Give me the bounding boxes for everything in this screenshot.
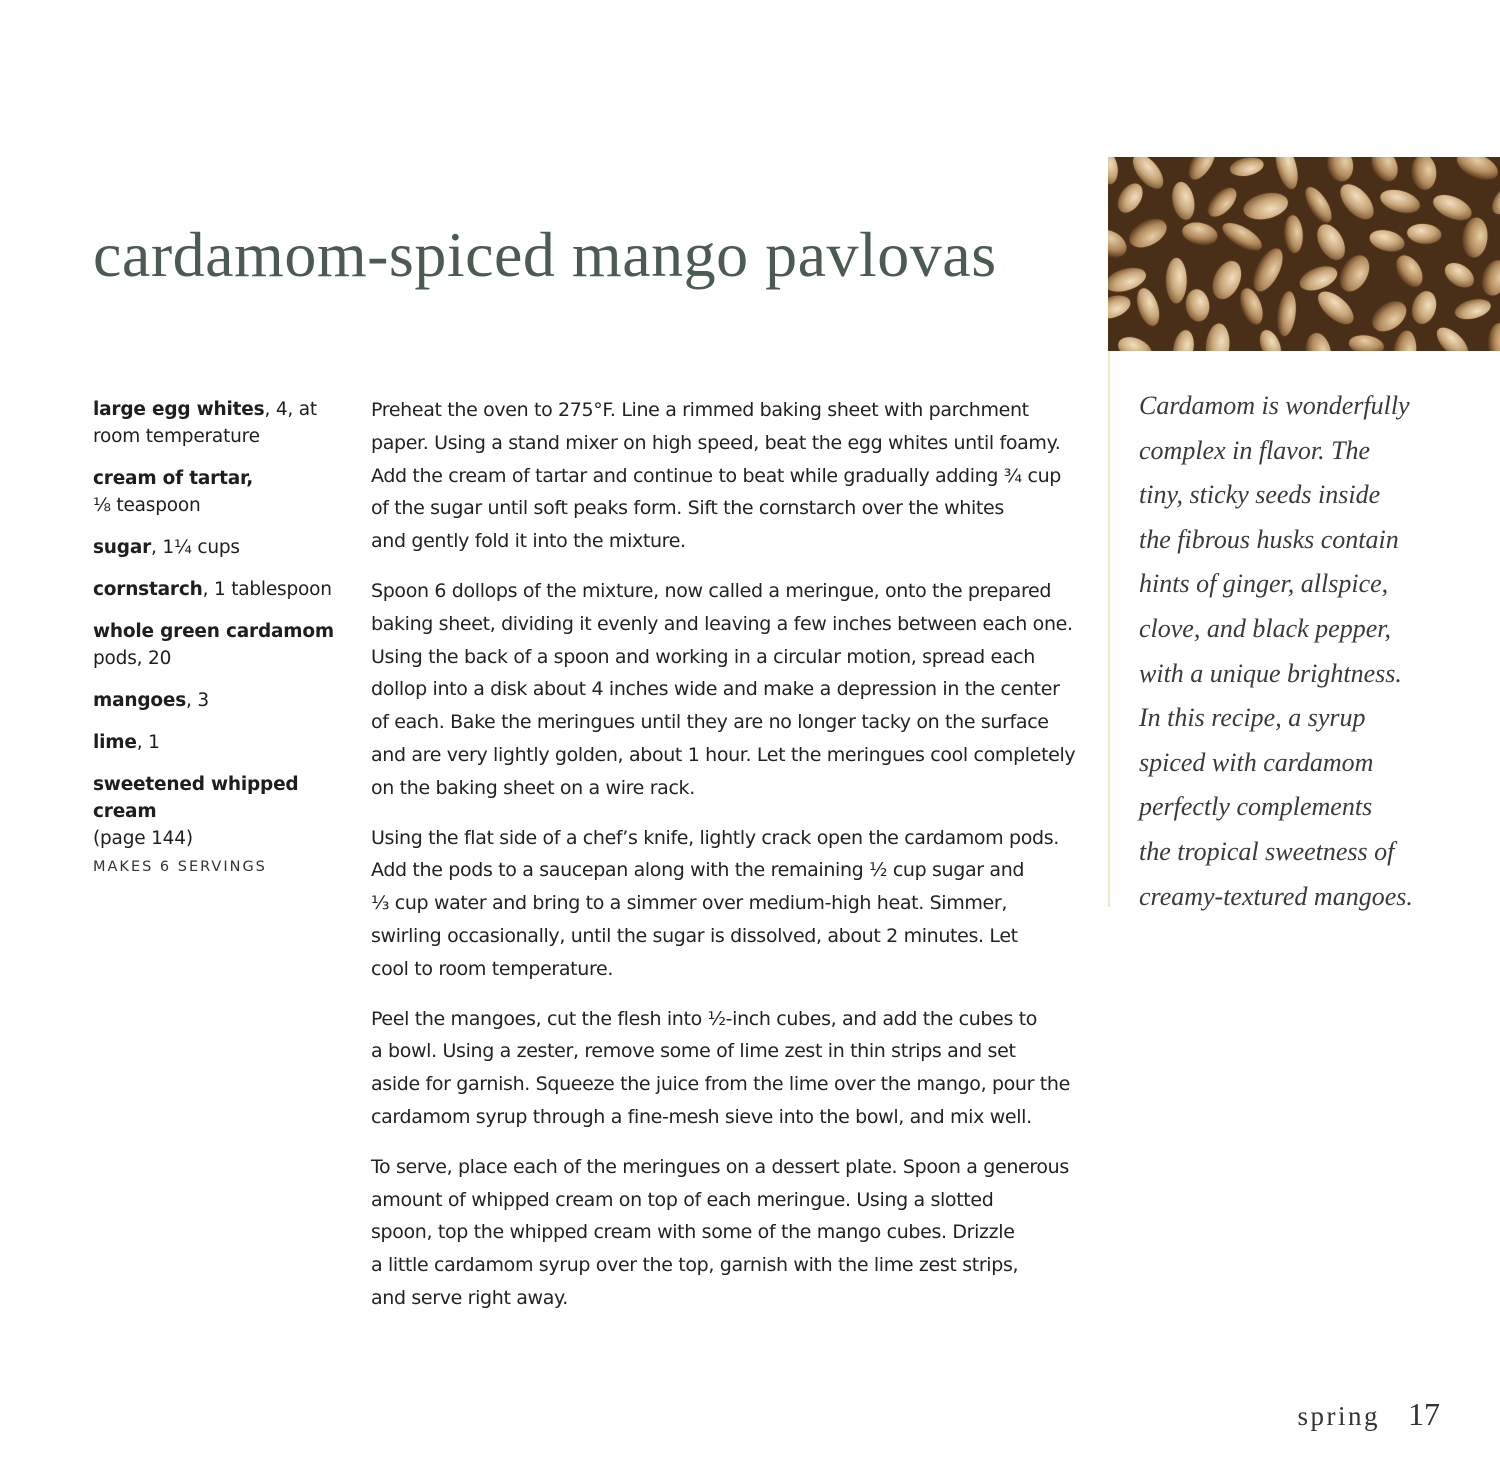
ingredient-item	[93, 687, 353, 714]
method-line: swirling occasionally, until the sugar is dissolved, about 2 minutes. Let	[371, 924, 1018, 947]
sidebar-quote	[1139, 384, 1429, 919]
cardamom-pod	[1166, 258, 1187, 304]
method-line: aside for garnish. Squeeze the juice from the lime over the mango, pour the	[371, 1073, 1070, 1096]
cardamom-pods-image	[1108, 157, 1500, 351]
method-line: Spoon 6 dollops of the mixture, now called a meringue, onto the prepared	[371, 579, 1052, 602]
sidebar-line: the fibrous husks contain	[1139, 524, 1399, 554]
section-name: spring	[1297, 1401, 1380, 1431]
sidebar-line: Cardamom is wonderfully	[1139, 391, 1410, 420]
ingredient-name: large egg whites	[93, 399, 265, 420]
sidebar-line: perfectly complements	[1139, 792, 1373, 822]
method-line: a bowl. Using a zester, remove some of lime zest in thin strips and set	[371, 1040, 1016, 1063]
method-line: To serve, place each of the meringues on a dessert plate. Spoon a generous	[371, 1155, 1069, 1178]
sidebar-line: spiced with cardamom	[1139, 747, 1374, 777]
ingredient-item	[93, 396, 353, 450]
method-paragraph	[371, 394, 1071, 558]
method-line: paper. Using a stand mixer on high speed, beat the egg whites until foamy.	[371, 431, 1061, 454]
sidebar-line: clove, and black pepper,	[1139, 613, 1391, 643]
ingredient-detail: pods, 20	[93, 648, 172, 669]
sidebar-line: with a unique brightness.	[1139, 658, 1402, 688]
ingredient-quantity: , 1	[136, 732, 160, 753]
ingredient-name: lime	[93, 732, 137, 753]
method-paragraph	[371, 1003, 1071, 1134]
ingredient-detail: (page 144)	[93, 828, 193, 849]
method-line: a little cardamom syrup over the top, garnish with the lime zest strips,	[371, 1254, 1019, 1277]
ingredient-item	[93, 576, 353, 603]
method-steps	[371, 394, 1076, 1332]
page-footer	[1298, 1396, 1441, 1433]
sidebar-line: complex in flavor. The	[1139, 435, 1371, 465]
method-line: Preheat the oven to 275°F. Line a rimmed baking sheet with parchment	[371, 399, 1029, 421]
method-paragraph	[371, 1151, 1071, 1315]
method-line: ⅓ cup water and bring to a simmer over medium-high heat. Simmer,	[371, 892, 1008, 915]
sidebar-line: creamy-textured mangoes.	[1139, 881, 1413, 911]
sidebar-rule	[1108, 351, 1110, 907]
ingredient-item	[93, 771, 353, 852]
method-line: amount of whipped cream on top of each meringue. Using a slotted	[371, 1188, 994, 1211]
page-number: 17	[1408, 1396, 1440, 1432]
method-line: spoon, top the whipped cream with some of the mango cubes. Drizzle	[371, 1221, 1015, 1244]
method-line: of the sugar until soft peaks form. Sift the cornstarch over the whites	[371, 497, 1004, 520]
servings-note: MAKES 6 SERVINGS	[93, 859, 267, 875]
method-line: cardamom syrup through a fine-mesh sieve into the bowl, and mix well.	[371, 1105, 1032, 1128]
method-line: of each. Bake the meringues until they are no longer tacky on the surface	[371, 711, 1049, 734]
ingredient-item	[93, 465, 353, 519]
method-line: and serve right away.	[371, 1286, 568, 1309]
method-line: and are very lightly golden, about 1 hour. Let the meringues cool completely	[371, 743, 1076, 766]
ingredient-detail: ⅛ teaspoon	[93, 495, 201, 516]
method-paragraph	[371, 822, 1071, 986]
method-line: Add the pods to a saucepan along with the remaining ½ cup sugar and	[371, 859, 1025, 882]
ingredient-name: mangoes	[93, 690, 187, 711]
method-line: and gently fold it into the mixture.	[371, 530, 686, 553]
ingredient-name: cornstarch	[93, 579, 203, 600]
ingredient-name: sweetened whipped cream	[93, 774, 299, 822]
method-line: Peel the mangoes, cut the flesh into ½-inch cubes, and add the cubes to	[371, 1007, 1038, 1030]
ingredient-quantity: , 1¼ cups	[151, 537, 240, 558]
sidebar-line: the tropical sweetness of	[1139, 836, 1395, 866]
method-line: on the baking sheet on a wire rack.	[371, 776, 695, 799]
cardamom-photo	[1108, 157, 1500, 351]
recipe-title: cardamom-spiced mango pavlovas	[93, 219, 997, 290]
method-line: dollop into a disk about 4 inches wide and make a depression in the center	[371, 678, 1060, 701]
method-line: Using the flat side of a chef’s knife, lightly crack open the cardamom pods.	[371, 826, 1059, 849]
ingredient-item	[93, 534, 353, 561]
method-line: cool to room temperature.	[371, 957, 614, 980]
method-line: Using the back of a spoon and working in a circular motion, spread each	[371, 645, 1035, 668]
sidebar-line: In this recipe, a syrup	[1139, 703, 1366, 733]
ingredient-quantity: , 3	[186, 690, 209, 711]
sidebar-line: hints of ginger, allspice,	[1139, 569, 1389, 599]
method-line: Add the cream of tartar and continue to beat while gradually adding ¾ cup	[371, 464, 1062, 487]
ingredient-quantity: , 1 tablespoon	[202, 579, 332, 600]
ingredient-name: whole green cardamom	[93, 621, 334, 642]
ingredient-item	[93, 618, 353, 672]
ingredient-detail: room temperature	[93, 426, 260, 447]
method-paragraph	[371, 575, 1076, 805]
ingredient-name: sugar	[93, 537, 152, 558]
ingredient-item	[93, 729, 353, 756]
ingredient-list	[93, 396, 353, 867]
ingredient-name: cream of tartar,	[93, 468, 254, 489]
method-line: baking sheet, dividing it evenly and leaving a few inches between each one.	[371, 612, 1073, 635]
ingredient-quantity: , 4, at	[264, 399, 317, 420]
sidebar-line: tiny, sticky seeds inside	[1139, 480, 1381, 510]
